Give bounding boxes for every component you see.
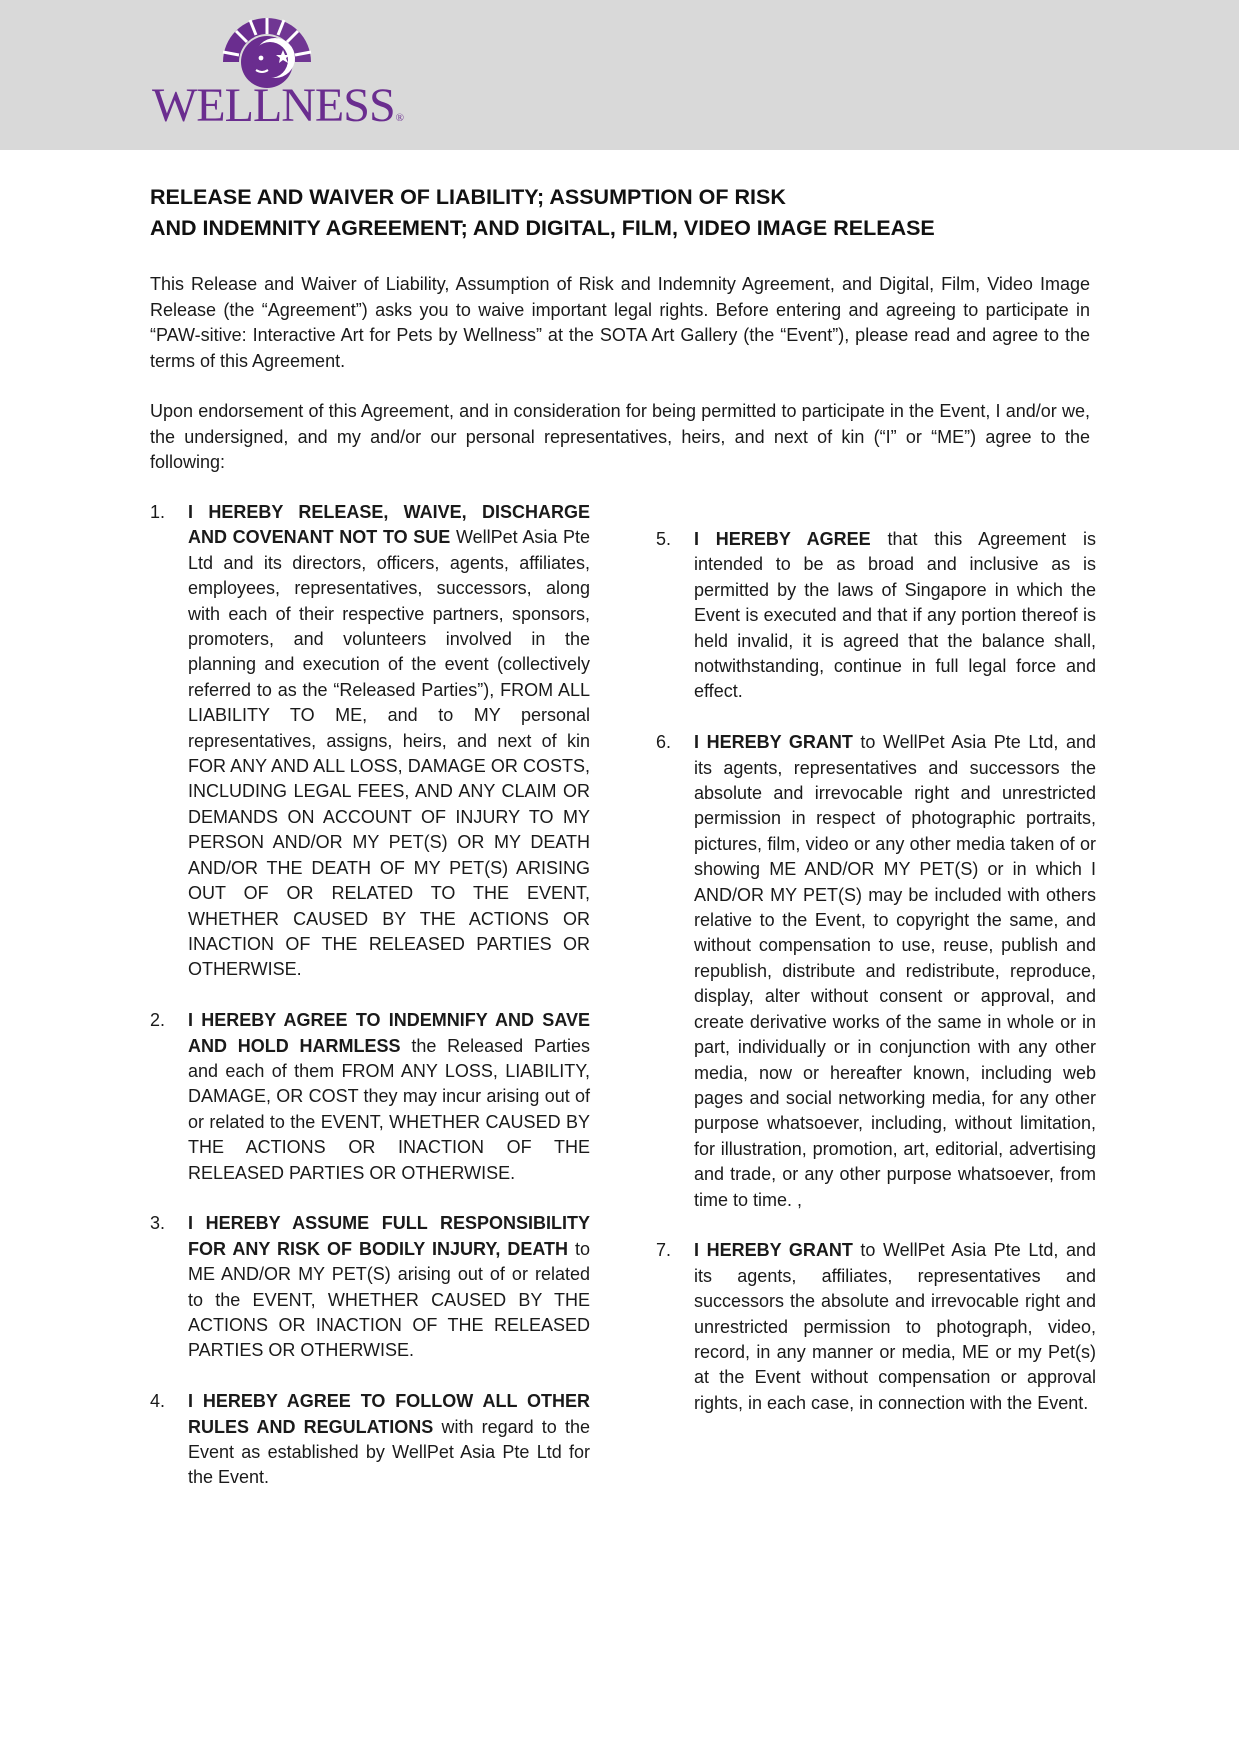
document-title — [150, 182, 1090, 244]
clause-number: 3. — [150, 1213, 166, 1234]
clause-6 — [656, 730, 1096, 1213]
clause-bold-lead: I HEREBY AGREE — [694, 529, 871, 549]
clause-number: 4. — [150, 1391, 166, 1412]
wellness-logo — [152, 14, 403, 139]
clause-bold-lead: I HEREBY GRANT — [694, 732, 853, 753]
title-line-2: AND INDEMNITY AGREEMENT; AND DIGITAL, FILM, VIDEO IMAGE RELEASE — [150, 216, 935, 240]
clause-number: 1. — [150, 502, 166, 522]
intro-paragraph: This Release and Waiver of Liability, Assumption of Risk and Indemnity Agreement, and Digital, Film, Video Image Release (the “Agreement”) asks you to waive important legal rights. Before entering and agreeing to participate in “PAW-sitive: Interactive Art for Pets by Wellness” at the SOTA Art Gallery (the “Event”), please read and agree to the terms of this Agreement. — [150, 274, 1090, 371]
clause-number: 5. — [656, 529, 672, 549]
clause-body: to WellPet Asia Pte Ltd, and its agents, representatives and successors the absolute and irrevocable right and unrestricted permission in respect of photographic portraits, pictures, film, video or any other media taken of or showing ME AND/OR MY PET(S) or in which I AND/OR MY PET(S) may be included with others relative to the Event, to copyright the same, and without compensation to use, reuse, publish and republish, distribute and redistribute, reproduce, display, alter without consent or approval, and create derivative works of the same in whole or in part, individually or in conjunction with any other media, now or hereafter known, including web pages and social networking media, for any other purpose whatsoever, including, without limitation, for illustration, promotion, art, editorial, advertising and trade, or any other purpose whatsoever, from time to time. , — [694, 732, 1096, 1210]
clause-number: 6. — [656, 732, 672, 753]
clause-bold-lead: I HEREBY AGREE TO INDEMNIFY AND SAVE AND HOLD HARMLESS — [188, 1010, 590, 1056]
clause-number: 2. — [150, 1010, 166, 1031]
left-column — [150, 500, 590, 1516]
clause-5 — [656, 527, 1096, 705]
clause-3 — [150, 1211, 590, 1363]
logo-wordmark — [152, 79, 403, 132]
registered-mark: ® — [395, 112, 403, 124]
clause-body: the Released Parties and each of them FROM ANY LOSS, LIABILITY, DAMAGE, OR COST they may incur arising out of or related to the EVENT, WHETHER CAUSED BY THE ACTIONS OR INACTION OF THE RELEASED PARTIES OR OTHERWISE. — [188, 1035, 590, 1183]
clause-4 — [150, 1389, 590, 1491]
clause-bold-lead: I HEREBY GRANT — [694, 1240, 853, 1261]
clause-2 — [150, 1008, 590, 1186]
right-column — [656, 527, 1096, 1442]
clause-bold-lead: I HEREBY ASSUME FULL RESPONSIBILITY FOR ANY RISK OF BODILY INJURY, DEATH — [188, 1213, 590, 1259]
clause-bold-lead: I HEREBY RELEASE, WAIVE, DISCHARGE AND COVENANT NOT TO SUE — [188, 502, 590, 548]
clause-body: that this Agreement is intended to be as broad and inclusive as is permitted by the laws of Singapore in which the Event is executed and that if any portion thereof is held invalid, it is agreed that the balance shall, notwithstanding, continue in full legal force and effect. — [694, 529, 1096, 702]
clause-body: to ME AND/OR MY PET(S) arising out of or related to the EVENT, WHETHER CAUSED BY THE ACTIONS OR INACTION OF THE RELEASED PARTIES OR OTHERWISE. — [188, 1238, 590, 1361]
clause-7 — [656, 1238, 1096, 1416]
title-line-1: RELEASE AND WAIVER OF LIABILITY; ASSUMPTION OF RISK — [150, 185, 786, 209]
clause-body: WellPet Asia Pte Ltd and its directors, officers, agents, affiliates, employees, representatives, successors, along with each of their respective partners, sponsors, promoters, and volunteers involved in the planning and execution of the event (collectively referred to as the “Released Parties”), FROM ALL LIABILITY TO ME, and to MY personal representatives, assigns, heirs, and next of kin FOR ANY AND ALL LOSS, DAMAGE OR COSTS, INCLUDING LEGAL FEES, AND ANY CLAIM OR DEMANDS ON ACCOUNT OF INJURY TO MY PERSON AND/OR MY PET(S) OR MY DEATH AND/OR THE DEATH OF MY PET(S) ARISING OUT OF OR RELATED TO THE EVENT, WHETHER CAUSED BY THE ACTIONS OR INACTION OF THE RELEASED PARTIES OR OTHERWISE. — [188, 527, 591, 980]
clause-number: 7. — [656, 1240, 672, 1261]
logo-text: WELLNESS — [152, 79, 395, 132]
clause-1 — [150, 500, 590, 983]
clause-body: to WellPet Asia Pte Ltd, and its agents, affiliates, representatives and successors the absolute and irrevocable right and unrestricted permission to photograph, video, record, in any manner or media, ME or my Pet(s) at the Event without compensation or approval rights, in each case, in connection with the Event. — [694, 1240, 1096, 1413]
clause-body: with regard to the Event as established by WellPet Asia Pte Ltd for the Event. — [188, 1416, 590, 1488]
clause-bold-lead: I HEREBY AGREE TO FOLLOW ALL OTHER RULES AND REGULATIONS — [188, 1391, 590, 1437]
endorsement-paragraph: Upon endorsement of this Agreement, and in consideration for being permitted to participate in the Event, I and/or we, the undersigned, and my and/or our personal representatives, heirs, and next of kin (“I” or “ME”) agree to the following: — [150, 401, 1090, 472]
